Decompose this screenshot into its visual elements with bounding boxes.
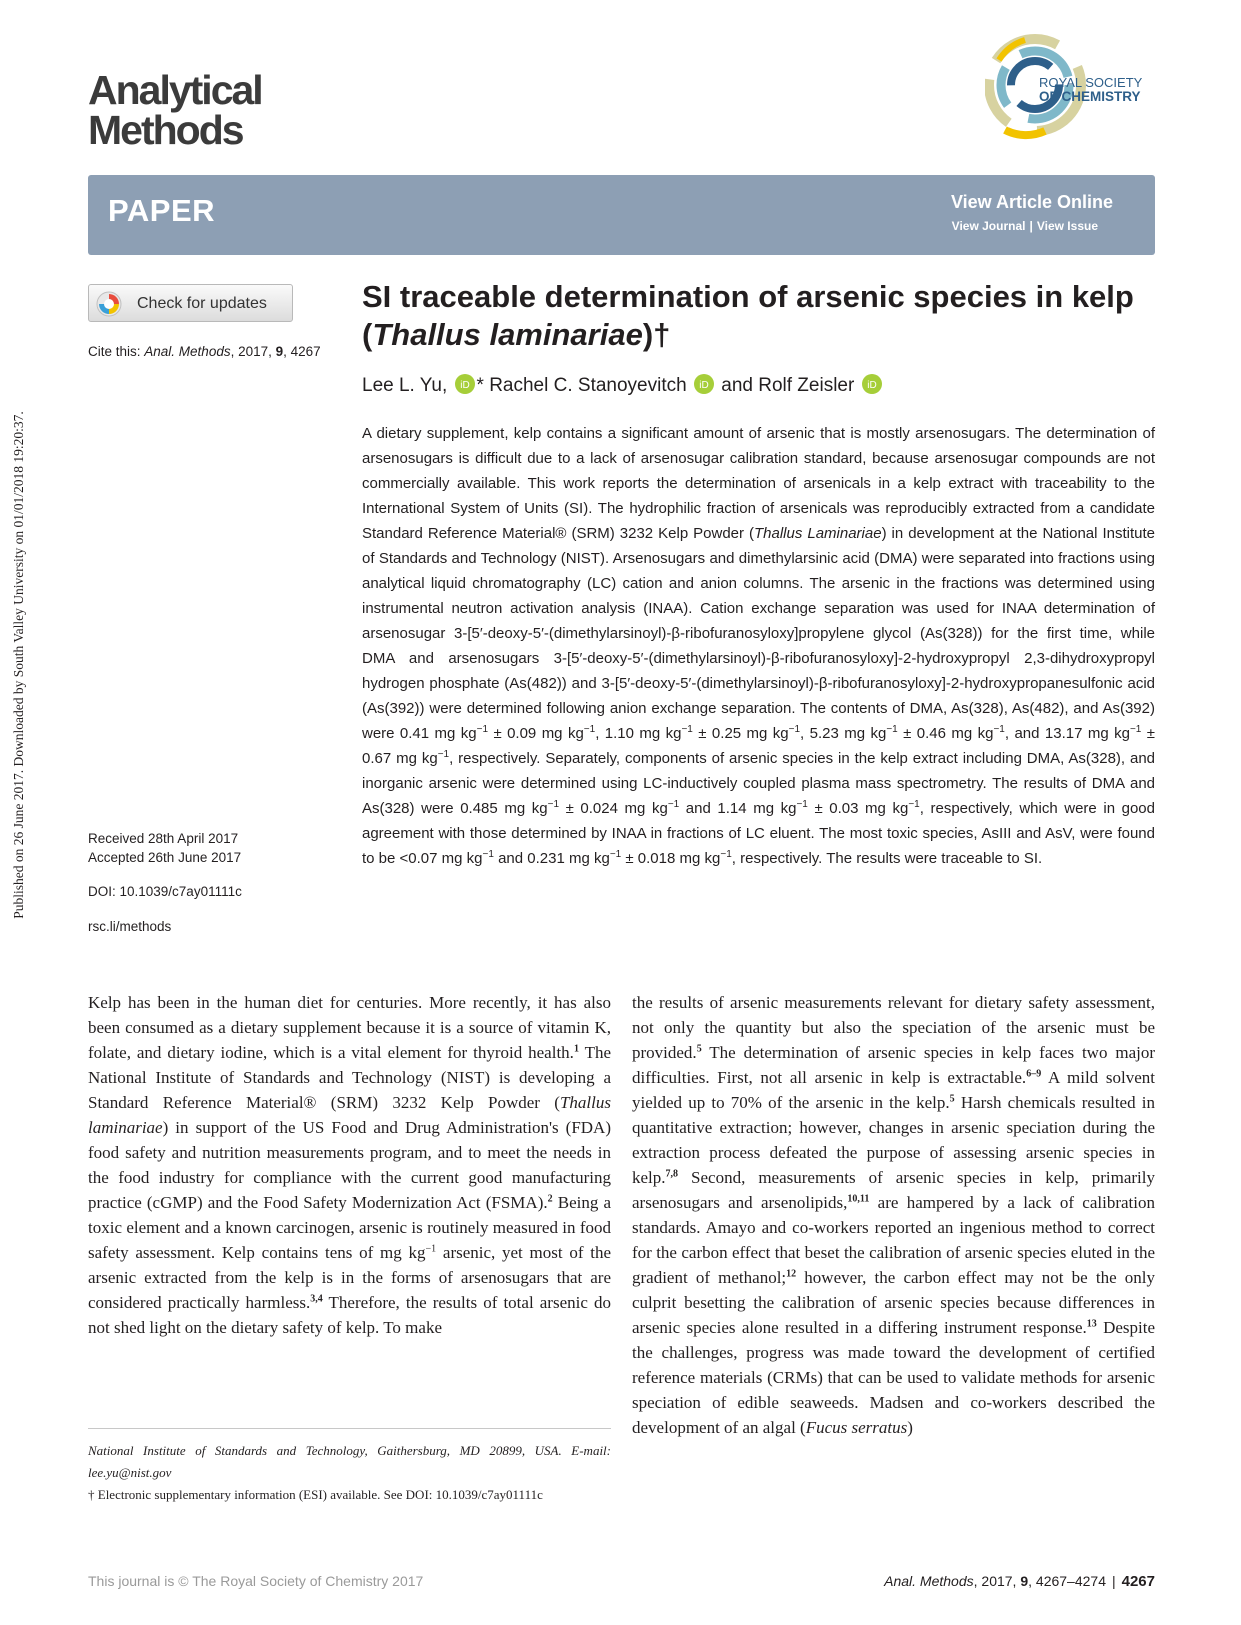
article-title-end: )† [642,317,671,352]
citation-ref[interactable]: 7,8 [665,1168,679,1180]
article-title [362,278,1152,354]
view-article-online-link[interactable]: View Article Online [950,192,1113,212]
view-links [952,219,1098,233]
cite-prefix: Cite this: [88,344,145,359]
orcid-icon[interactable] [694,374,714,394]
rsc-logo-line1: ROYAL SOCIETY [1039,75,1143,90]
journal-title-line1: Analytical [88,67,262,113]
download-stamp [4,355,34,975]
citation-ref[interactable]: 5 [696,1043,702,1055]
doi[interactable]: DOI: 10.1039/c7ay01111c [88,884,242,899]
svg-text:iD: iD [866,380,877,391]
cite-journal: Anal. Methods [144,344,231,359]
svg-text:iD: iD [699,380,709,391]
abstract: A dietary supplement, kelp contains a significant amount of arsenic that is mostly arsenosugars. The determination of arsenosugars is difficult due to a lack of arsenosugar calibration standard, because arsenosugar compounds are not commercially available. This work reports the determination of arsenicals in a kelp extract with traceability to the International System of Units (SI). The hydrophilic fraction of arsenicals was reproducibly extracted from a candidate Standard Reference Material® (SRM) 3232 Kelp Powder (Thallus Laminariae) in development at the National Institute of Standards and Technology (NIST). Arsenosugars and dimethylarsinic acid (DMA) were separated into fractions using analytical liquid chromatography (LC) cation and anion columns. The arsenic in the fractions was determined using instrumental neutron activation analysis (INAA). Cation exchange separation was used for INAA determination of arsenosugar 3-[5′-deoxy-5′-(dimethylarsinoyl)-β-ribofuranosyloxy]propylene glycol (As(328)) for the first time, while DMA and arsenosugars 3-[5′-deoxy-5′-(dimethylarsinoyl)-β-ribofuranosyloxy]-2-hydroxypropyl 2,3-dihydroxypropyl hydrogen phosphate (As(482)) and 3-[5′-deoxy-5′-(dimethylarsinoyl)-β-ribofuranosyloxy]-2-hydroxypropanesulfonic acid (As(392)) were determined following anion exchange separation. The contents of DMA, As(328), As(482), and As(392) were 0.41 mg $kg^{-1} \pm 0.09$ mg $kg^{-1}$, 1.10 mg $kg^{-1} \pm 0.25$ mg $kg^{-1}$, 5.23 mg $kg^{-1} \pm 0.46$ mg $kg^{-1}$, and 13.17 mg $kg^{-1} \pm 0.67$ mg $kg^{-1}$, respectively. Separately, components of arsenic species in the kelp extract including DMA, As(328), and inorganic arsenic were determined using LC-inductively coupled plasma mass spectrometry. The results of DMA and As(328) were 0.485 mg $kg^{-1} \pm 0.024$ mg $kg^{-1}$ and 1.14 mg $kg^{-1} \pm 0.03$ mg $kg^{-1}$, respectively, which were in good agreement with those determined by INAA in fractions of LC eluent. The most toxic species, AsIII and AsV, were found to be <0.07 mg $kg^{-1}$ and 0.231 mg $kg^{-1} \pm 0.018$ mg $kg^{-1}$, respectively. The results were traceable to SI. [362,425,1155,867]
citation-ref[interactable]: 6–9 [1026,1068,1042,1080]
cite-this [88,342,321,361]
citation-ref[interactable]: 12 [786,1268,797,1280]
journal-title-line2: Methods [88,107,243,153]
view-journal-link[interactable]: View Journal [951,219,1026,233]
cite-year: , 2017, [230,344,276,359]
cite-page: , 4267 [283,344,321,359]
orcid-icon[interactable] [862,374,882,394]
cite-volume: 9 [275,344,284,359]
rsc-logo-line2: OF CHEMISTRY [1039,89,1141,104]
citation-ref[interactable]: 5 [949,1093,955,1105]
journal-url[interactable]: rsc.li/methods [88,919,172,934]
article-type-label: PAPER [108,193,216,228]
received-date: Received 28th April 2017 [88,831,239,846]
citation-ref[interactable]: 13 [1086,1318,1097,1330]
esi-footnote: † Electronic supplementary information (ESI) available. See DOI: 10.1039/c7ay01111c [88,1487,543,1502]
check-updates-icon [96,291,122,317]
author-list [362,374,884,397]
author-yu: Lee L. Yu, [362,375,448,396]
journal-title [88,67,262,153]
svg-text:iD: iD [459,380,470,391]
rsc-logo-mark [985,30,1160,145]
body-text-right-column: the results of arsenic measurements relevant for dietary safety assessment, not only the quantity but also the speciation of the arsenic must be provided.$^5$ The determination of arsenic species in kelp faces two major difficulties. First, not all arsenic in kelp is extractable.$^{6-9}$ A mild solvent yielded up to 70% of the arsenic in the kelp.$^5$ Harsh chemicals resulted in quantitative extraction; however, changes in arsenic speciation during the extraction process defeated the purpose of assessing arsenic species in kelp.$^{7,8}$ Second, measurements of arsenic species in kelp, primarily arsenosugars and arsenolipids,$^{10,11}$ are hampered by a lack of calibration standards. Amayo and co-workers reported an ingenious method to correct for the carbon effect that beset the calibration of arsenic species eluted in the gradient of methanol;$^{12}$ however, the carbon effect may not be the only culprit besetting the calibration of arsenic species because differences in arsenic species alone resulted in a differing instrument response.$^{13}$ Despite the challenges, progress was made toward the development of certified reference materials (CRMs) that can be used to validate methods for arsenic speciation of edible seaweeds. Madsen and co-workers described the development of an algal (Fucus serratus) [632,993,1156,1437]
download-stamp-text: Published on 26 June 2017. Downloaded by South Valley University on 01/01/2018 19:20:37. [11,411,26,919]
view-links-separator: | [1029,219,1033,233]
page-number: 4267 [1121,1573,1155,1590]
citation-ref[interactable]: 3,4 [310,1293,323,1305]
accepted-date: Accepted 26th June 2017 [88,850,242,865]
citation-ref[interactable]: 1 [573,1043,579,1055]
check-updates-label: Check for updates [137,295,267,312]
rsc-logo [985,30,1160,145]
article-title-main: SI traceable determination of arsenic species in kelp ( [362,279,1134,352]
body-text-left-column: Kelp has been in the human diet for centuries. More recently, it has also been consumed as a dietary supplement because it is a source of vitamin K, folate, and dietary iodine, which is a vital element for thyroid health.$^1$ The National Institute of Standards and Technology (NIST) is developing a Standard Reference Material® (SRM) 3232 Kelp Powder (Thallus laminariae) in support of the US Food and Drug Administration's (FDA) food safety and nutrition measurements program, and to meet the needs in the food industry for compliance with the current good manufacturing practice (cGMP) and the Food Safety Modernization Act (FSMA).$^2$ Being a toxic element and a known carcinogen, arsenic is routinely measured in food safety assessment. Kelp contains tens of mg $kg^{-1}$ arsenic, yet most of the arsenic extracted from the kelp is in the forms of arsenosugars that are considered practically harmless.$^{3,4}$ Therefore, the results of total arsenic do not shed light on the dietary safety of kelp. To make [88,993,611,1337]
view-issue-link[interactable]: View Issue [1036,219,1098,233]
citation-ref[interactable]: 2 [547,1193,553,1205]
article-title-italic: Thallus laminariae [372,317,643,352]
footnote-divider [88,1428,611,1429]
citation-ref[interactable]: 10,11 [847,1193,870,1205]
orcid-icon[interactable] [455,374,475,394]
article-type-banner [88,175,1155,255]
footer-copyright: This journal is © The Royal Society of Chemistry 2017 [88,1573,424,1589]
corresponding-author-mark: * [476,375,484,396]
check-for-updates-button[interactable] [88,284,293,322]
author-zeisler: and Rolf Zeisler [715,375,855,396]
footer-citation: Anal. Methods, 2017, 9, 4267–4274 | 4267 [884,1573,1155,1590]
author-stanoyevitch: Rachel C. Stanoyevitch [483,375,687,396]
affiliation-footnote: National Institute of Standards and Technology, Gaithersburg, MD 20899, USA. E-mail: lee.yu@nist.gov [88,1443,611,1480]
